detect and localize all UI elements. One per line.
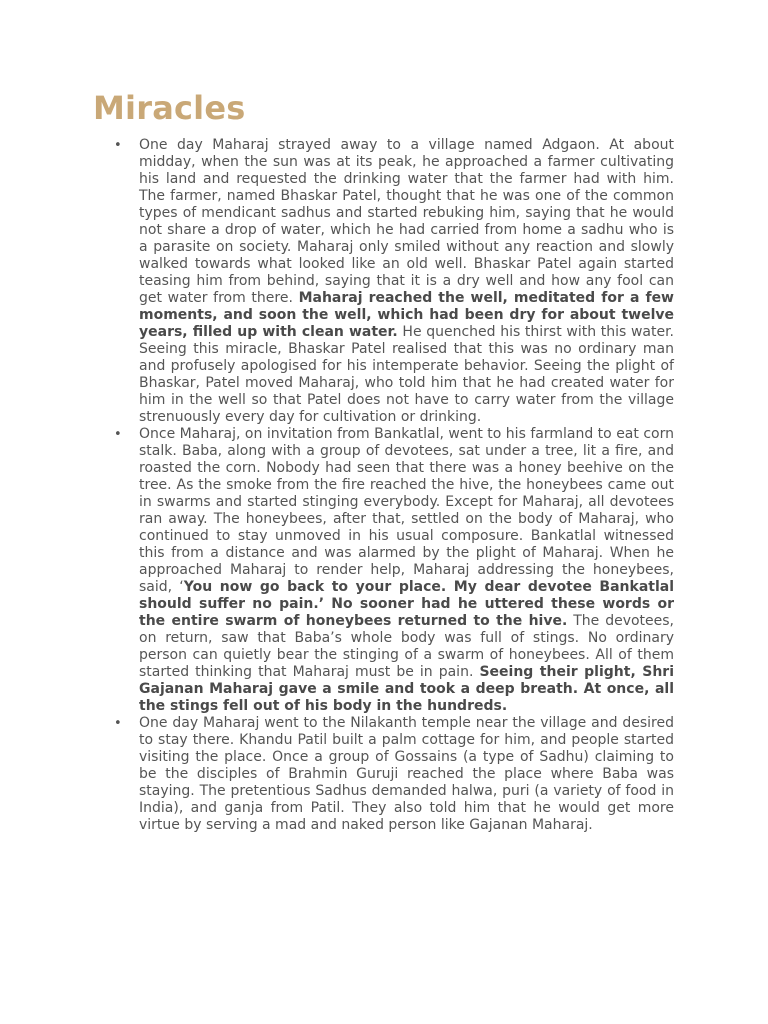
paragraph-text: One day Maharaj went to the Nilakanth temple near the village and desired to stay there. Khandu Patil built a palm cottage for him, and people started visiting the place. Once a group of Gossains (a type of Sadhu) claiming to be the disciples of Brahmin Guruji reached the place where Baba was staying. The pretentious Sadhus demanded halwa, puri (a variety of food in India), and ganja from Patil. They also told him that he would get more virtue by serving a mad and naked person like Gajanan Maharaj.: [139, 715, 674, 833]
miracles-list: [114, 137, 675, 834]
paragraph-text: He quenched his thirst with this water. Seeing this miracle, Bhaskar Patel realised that this was no ordinary man and profusely apologised for his intemperate behavior. Seeing the plight of Bhaskar, Patel moved Maharaj, who told him that he had created water for him in the well so that Patel does not have to carry water from the village strenuously every day for cultivation or drinking.: [139, 324, 675, 425]
paragraph-text: One day Maharaj strayed away to a village named Adgaon. At about midday, when the sun was at its peak, he approached a farmer cultivating his land and requested the drinking water that the farmer had with him. The farmer, named Bhaskar Patel, thought that he was one of the common types of mendicant sadhus and started rebuking him, saying that he would not share a drop of water, which he had carried from home a sadhu who is a parasite on society. Maharaj only smiled without any reaction and slowly walked towards what looked like an old well. Bhaskar Patel again started teasing him from behind, saying that it is a dry well and how any fool can get water from there.: [139, 137, 674, 306]
emphasized-text: Maharaj reached the well, meditated for a few moments, and soon the well, which had been dry for about twelve years, filled up with clean water.: [139, 290, 674, 340]
emphasized-text: Seeing their plight, Shri Gajanan Maharaj gave a smile and took a deep breath. At once, all the stings fell out of his body in the hundreds.: [139, 664, 675, 714]
bullet-icon: •: [114, 427, 122, 442]
paragraph-text: Once Maharaj, on invitation from Bankatlal, went to his farmland to eat corn stalk. Baba, along with a group of devotees, sat under a tree, lit a fire, and roasted the corn. Nobody had seen that there was a honey beehive on the tree. As the smoke from the fire reached the hive, the honeybees came out in swarms and started stinging everybody. Except for Maharaj, all devotees ran away. The honeybees, after that, settled on the body of Maharaj, who continued to stay unmoved in his usual composure. Bankatlal witnessed this from a distance and was alarmed by the plight of Maharaj. When he approached Maharaj to render help, Maharaj addressing the honeybees, said, ‘: [139, 426, 674, 595]
bullet-icon: •: [114, 138, 122, 153]
bullet-icon: •: [114, 716, 122, 731]
list-item: [114, 715, 674, 834]
page-title: Miracles: [93, 89, 246, 127]
list-item: [114, 426, 675, 715]
emphasized-text: You now go back to your place. My dear devotee Bankatlal should suffer no pain.’ No sooner had he uttered these words or the entire swarm of honeybees returned to the hive.: [139, 579, 675, 629]
paragraph-text: The devotees, on return, saw that Baba’s whole body was full of stings. No ordinary person can quietly bear the stinging of a swarm of honeybees. All of them started thinking that Maharaj must be in pain.: [139, 613, 674, 680]
list-item: [114, 137, 675, 426]
